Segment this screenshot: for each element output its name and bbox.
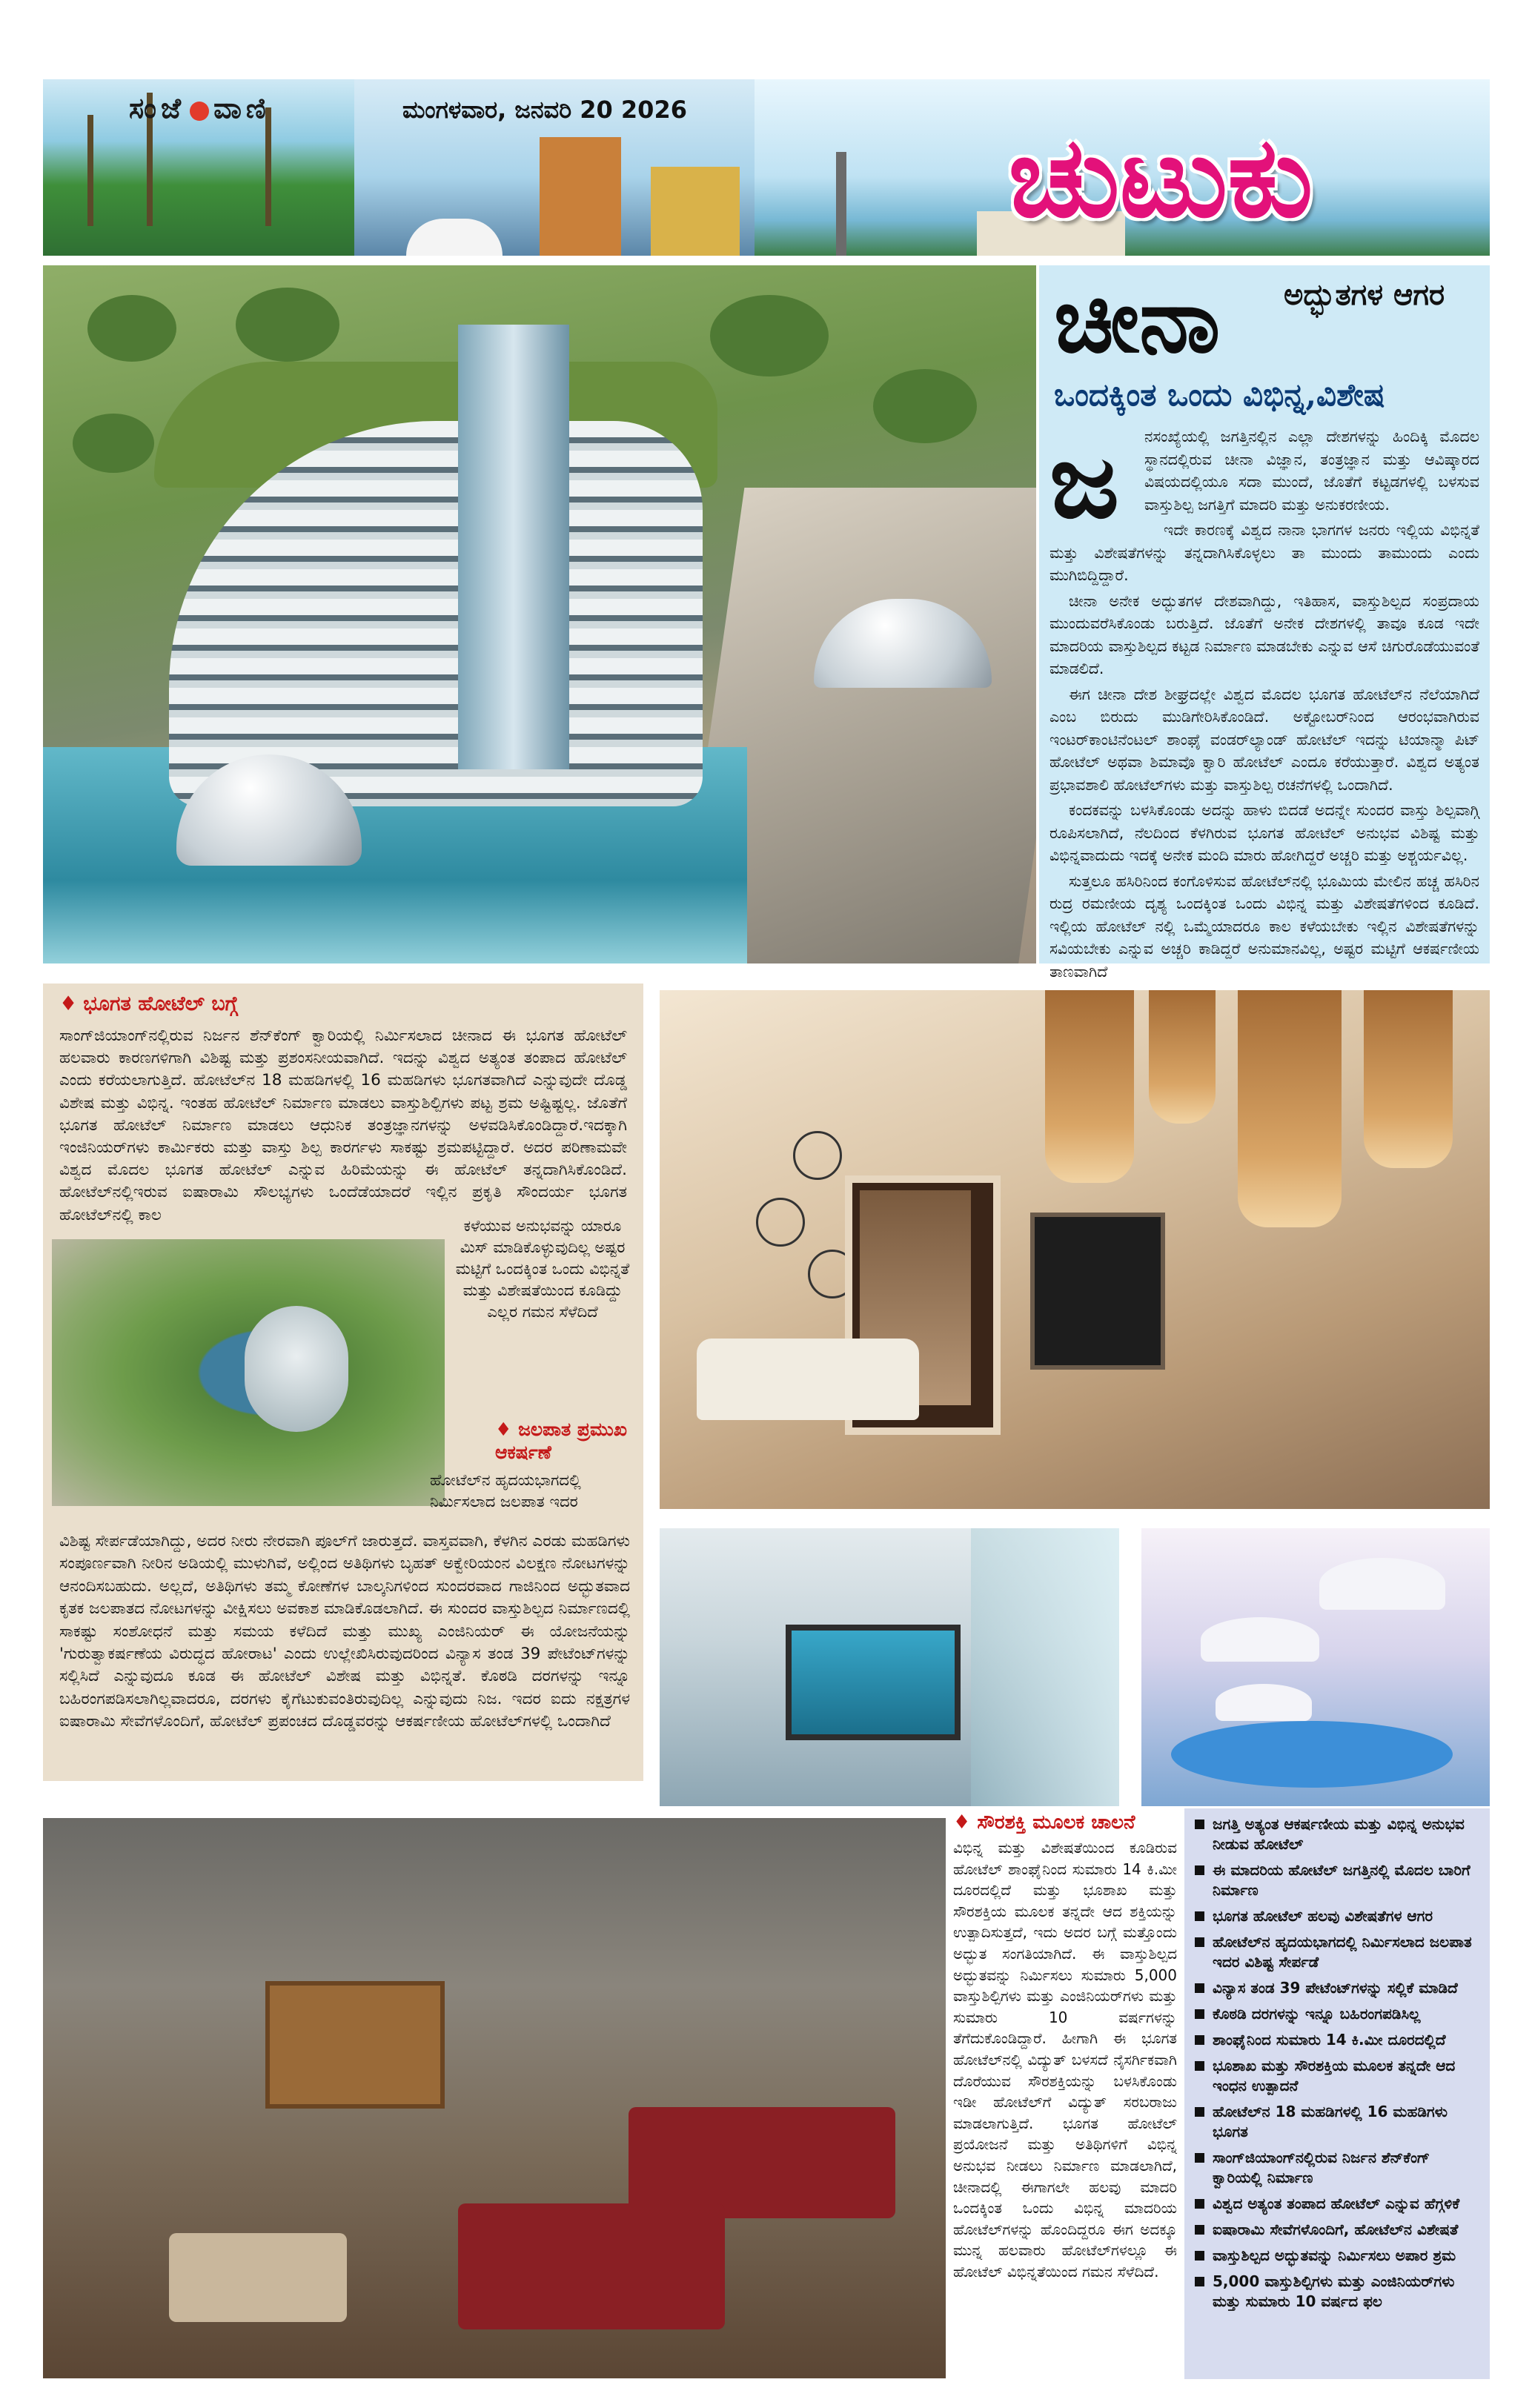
lead-paragraph: ಕಂದಕವನ್ನು ಬಳಸಿಕೊಂಡು ಅದನ್ನು ಹಾಳು ಬಿದಡೆ ಅದನ್ನೇ ಸುಂದರ ವಾಸ್ತು ಶಿಲ್ಪವಾಗ್ಗಿ ರೂಪಿಸಲಾಗಿದೆ, ನೆಲದಿಂದ ಕೆಳಗಿರುವ ಭೂಗತ ಹೋಟೆಲ್ ಅನುಭವ ವಿಶಿಷ್ಟ ಮತ್ತು ವಿಭಿನ್ನವಾದುದು ಇದಕ್ಕೆ ಅನೇಕ ಮಂದಿ ಮಾರು ಹೋಗಿದ್ದರೆ ಅಚ್ಚರಿ ಮತ್ತು ಅಶ್ಚರ್ಯವಿಲ್ಲ. [1049, 801, 1479, 864]
about-body: ಸಾಂಗ್‌ಜಿಯಾಂಗ್‌ನಲ್ಲಿರುವ ನಿರ್ಜನ ಶೆನ್‌ಕೆಂಗ್ ಕ್ವಾರಿಯಲ್ಲಿ ನಿರ್ಮಿಸಲಾದ ಚೀನಾದ ಈ ಭೂಗತ ಹೋಟೆಲ್ ಹಲವಾರು ಕಾರಣಗಳಿಗಾಗಿ ವಿಶಿಷ್ಟ ಮತ್ತು ಪ್ರಶಂಸನೀಯವಾಗಿದೆ. ಇದನ್ನು ವಿಶ್ವದ ಅತ್ಯಂತ ತಂಪಾದ ಹೋಟೆಲ್ ಎಂದು ಕರೆಯಲಾಗುತ್ತಿದೆ. ಹೋಟೆಲ್‌ನ 18 ಮಹಡಿಗಳಲ್ಲಿ 16 ಮಹಡಿಗಳು ಭೂಗತವಾಗಿದೆ ಎನ್ನುವುದೇ ದೊಡ್ಡ ವಿಶೇಷ ಮತ್ತು ವಿಭಿನ್ನ. ಇಂತಹ ಹೋಟೆಲ್ ನಿರ್ಮಾಣ ಮಾಡಲು ವಾಸ್ತುಶಿಲ್ಪಿಗಳು ಪಟ್ಟ ಶ್ರಮ ಅಷ್ಟಿಷ್ಟಲ್ಲ. ಜೊತೆಗೆ ಭೂಗತ ಹೋಟೆಲ್ ನಿರ್ಮಾಣ ಮಾಡಲು ಆಧುನಿಕ ತಂತ್ರಜ್ಞಾನಗಳನ್ನು ಅಳವಡಿಸಿಕೊಂಡಿದ್ದಾರೆ.ಇದಕ್ಕಾಗಿ ಇಂಜಿನಿಯರ್‌ಗಳು ಕಾರ್ಮಿಕರು ಮತ್ತು ವಾಸ್ತು ಶಿಲ್ಪ ಕಾರರ್ಗಳು ಸಾಕಷ್ಟು ಶ್ರಮಪಟ್ಟಿದ್ದಾರೆ. ಅದರ ಪರಿಣಾಮವೇ ವಿಶ್ವದ ಮೊದಲ ಭೂಗತ ಹೋಟೆಲ್ ಎನ್ನುವ ಹಿರಿಮೆಯನ್ನು ಈ ಹೋಟೆಲ್ ತನ್ನದಾಗಿಸಿಕೊಂಡಿದೆ. ಹೋಟೆಲ್‌ನಲ್ಲಿಇರುವ ಐಷಾರಾಮಿ ಸೌಲಭ್ಯಗಳು ಒಂದೆಡೆಯಾದರೆ ಇಲ್ಲಿನ ಪ್ರಕೃತಿ ಸೌಂದರ್ಯ ಭೂಗತ ಹೋಟೆಲ್‌ನಲ್ಲಿ ಕಾಲ [59, 1026, 627, 1224]
diamond-bullet-icon: ♦ [953, 1811, 978, 1834]
facts-list [1192, 1814, 1482, 2312]
issue-date: ಮಂಗಳವಾರ, ಜನವರಿ 20 2026 [402, 96, 687, 124]
lead-body [1049, 420, 1479, 986]
cave-suite-photo [660, 990, 1490, 1509]
lead-paragraph: ನಸಂಖ್ಯೆಯಲ್ಲಿ ಜಗತ್ತಿನಲ್ಲಿನ ಎಲ್ಲಾ ದೇಶಗಳನ್ನು ಹಿಂದಿಕ್ಕಿ ಮೊದಲ ಸ್ಥಾನದಲ್ಲಿರುವ ಚೀನಾ ವಿಜ್ಞಾನ, ತಂತ್ರಜ್ಞಾನ ಮತ್ತು ಆವಿಷ್ಕಾರದ ವಿಷಯದಲ್ಲಿಯೂ ಸದಾ ಮುಂದೆ, ಜೊತೆಗೆ ಕಟ್ಟಡಗಳಲ್ಲಿ ಬಳಸುವ ವಾಸ್ತುಶಿಲ್ಪ ಜಗತ್ತಿಗೆ ಮಾದರಿ ಮತ್ತು ಅನುಕರಣೀಯ. [1144, 428, 1479, 514]
about-float-text: ಕಳೆಯುವ ಅನುಭವನ್ನು ಯಾರೂ ಮಿಸ್ ಮಾಡಿಕೊಳ್ಳುವುದಿಲ್ಲ ಅಷ್ಟರ ಮಟ್ಟಿಗೆ ಒಂದಕ್ಕಿಂತ ಒಂದು ವಿಭಿನ್ನತೆ ಮತ್ತು ವಿಶೇಷತೆಯಿಂದ ಕೂಡಿದ್ದು ಎಲ್ಲರ ಗಮನ ಸೆಳೆದಿದೆ [455, 1217, 630, 1321]
solar-heading: ♦ ಸೌರಶಕ್ತಿ ಮೂಲಕ ಚಾಲನೆ [953, 1811, 1135, 1834]
fact-item: ಭೂಗತ ಹೋಟೆಲ್ ಹಲವು ವಿಶೇಷತೆಗಳ ಆಗರ [1192, 1906, 1482, 1926]
facts-box [1184, 1808, 1490, 2379]
lead-subheadline: ಒಂದಕ್ಕಿಂತ ಒಂದು ವಿಭಿನ್ನ,ವಿಶೇಷ [1054, 377, 1385, 413]
about-heading: ♦ ಭೂಗತ ಹೋಟೆಲ್ ಬಗ್ಗೆ [59, 992, 238, 1015]
dropcap-letter: ಜ [1049, 420, 1120, 542]
fact-item: ಕೊಠಡಿ ದರಗಳನ್ನು ಇನ್ನೂ ಬಹಿರಂಗಪಡಿಸಿಲ್ಲ [1192, 2004, 1482, 2024]
lead-paragraph: ಈಗ ಚೀನಾ ದೇಶ ಶೀಘ್ರದಲ್ಲೇ ವಿಶ್ವದ ಮೊದಲ ಭೂಗತ ಹೋಟೆಲ್‌ನ ನೆಲೆಯಾಗಿದೆ ಎಂಬ ಬಿರುದು ಮುಡಿಗೇರಿಸಿಕೊಂಡಿದೆ. ಅಕ್ಟೋಬರ್‌ನಿಂದ ಆರಂಭವಾಗಿರುವ ಇಂಟರ್‌ಕಾಂಟಿನೆಂಟಲ್ ಶಾಂಘೈ ವಂಡರ್‌ಲ್ಯಾಂಡ್ ಹೋಟೆಲ್ ಇದನ್ನು ಟಿಯಾನ್ಮಾ ಪಿಟ್ ಹೋಟೆಲ್ ಅಥವಾ ಶಿಮಾವೊ ಕ್ವಾರಿ ಹೋಟೆಲ್ ಎಂದೂ ಕರೆಯುತ್ತಾರೆ. ವಿಶ್ವದ ಅತ್ಯಂತ ಪ್ರಭಾವಶಾಲಿ ಹೋಟೆಲ್‌ಗಳು ಮತ್ತು ವಾಸ್ತುಶಿಲ್ಪ ರಚನೆಗಳಲ್ಲಿ ಒಂದಾಗಿದೆ. [1049, 685, 1479, 794]
fact-item: ವಿನ್ಯಾಸ ತಂಡ 39 ಪೇಟೆಂಟ್‌ಗಳನ್ನು ಸಲ್ಲಿಕೆ ಮಾಡಿದೆ [1192, 1978, 1482, 1998]
fact-item: ಈ ಮಾದರಿಯ ಹೋಟೆಲ್ ಜಗತ್ತಿನಲ್ಲಿ ಮೊದಲ ಬಾರಿಗೆ ನಿರ್ಮಾಣ [1192, 1860, 1482, 1900]
fact-item: ವಿಶ್ವದ ಅತ್ಯಂತ ತಂಪಾದ ಹೋಟೆಲ್ ಎನ್ನುವ ಹೆಗ್ಗಳಿಕೆ [1192, 2194, 1482, 2214]
lead-article [1039, 265, 1490, 981]
fact-item: ಭೂಶಾಖ ಮತ್ತು ಸೌರಶಕ್ತಿಯ ಮೂಲಕ ತನ್ನದೇ ಆದ ಇಂಧನ ಉತ್ಪಾದನೆ [1192, 2056, 1482, 2096]
fact-item: ಹೋಟೆಲ್‌ನ 18 ಮಹಡಿಗಳಲ್ಲಿ 16 ಮಹಡಿಗಳು ಭೂಗತ [1192, 2102, 1482, 2142]
dropcap-box [1049, 420, 1144, 542]
diamond-bullet-icon: ♦ [59, 992, 78, 1015]
fact-item: ಐಷಾರಾಮಿ ಸೇವೆಗಳೊಂದಿಗೆ, ಹೋಟೆಲ್‌ನ ವಿಶೇಷತೆ [1192, 2220, 1482, 2240]
lead-headline: ಚೀನಾ [1054, 268, 1221, 373]
masthead-banner [43, 79, 1490, 256]
lead-headline-tagline: ಅದ್ಭುತಗಳ ಆಗರ [1284, 277, 1445, 312]
lead-paragraph: ಇದೇ ಕಾರಣಕ್ಕೆ ವಿಶ್ವದ ನಾನಾ ಭಾಗಗಳ ಜನರು ಇಲ್ಲಿಯ ವಿಭಿನ್ನತೆ ಮತ್ತು ವಿಶೇಷತೆಗಳನ್ನು ತನ್ನದಾಗಿಸಿಕೊಳ್ಳಲು ತಾ ಮುಂದು ತಾಮುಂದು ಎಂದು ಮುಗಿಬಿದ್ದಿದ್ದಾರೆ. [1049, 521, 1479, 584]
solar-body: ವಿಭಿನ್ನ ಮತ್ತು ವಿಶೇಷತೆಯಿಂದ ಕೂಡಿರುವ ಹೋಟೆಲ್ ಶಾಂಘೈನಿಂದ ಸುಮಾರು 14 ಕಿ.ಮೀ ದೂರದಲ್ಲಿದೆ ಮತ್ತು ಭೂಶಾಖ ಮತ್ತು ಸೌರಶಕ್ತಿಯ ಮೂಲಕ ತನ್ನದೇ ಆದ ಶಕ್ತಿಯನ್ನು ಉತ್ಪಾದಿಸುತ್ತದೆ, ಇದು ಅದರ ಬಗ್ಗೆ ಮತ್ತೊಂದು ಅದ್ಭುತ ಸಂಗತಿಯಾಗಿದೆ. ಈ ವಾಸ್ತುಶಿಲ್ಪದ ಅದ್ಭುತವನ್ನು ನಿರ್ಮಿಸಲು ಸುಮಾರು 5,000 ವಾಸ್ತುಶಿಲ್ಪಿಗಳು ಮತ್ತು ಎಂಜಿನಿಯರ್‌ಗಳು ಮತ್ತು ಸುಮಾರು 10 ವರ್ಷಗಳನ್ನು ತೆಗೆದುಕೊಂಡಿದ್ದಾರೆ. ಹೀಗಾಗಿ ಈ ಭೂಗತ ಹೋಟೆಲ್‌ನಲ್ಲಿ ವಿದ್ಯುತ್ ಬಳಸದೆ ನೈಸರ್ಗಿಕವಾಗಿ ದೊರೆಯುವ ಸೌರಶಕ್ತಿಯನ್ನು ಬಳಸಿಕೊಂಡು ಇಡೀ ಹೋಟೆಲ್‌ಗೆ ವಿದ್ಯುತ್ ಸರಬರಾಜು ಮಾಡಲಾಗುತ್ತಿದೆ. ಭೂಗತ ಹೋಟೆಲ್ ಪ್ರಯೋಜನೆ ಮತ್ತು ಅತಿಥಿಗಳಿಗೆ ವಿಭಿನ್ನ ಅನುಭವ ನೀಡಲು ನಿರ್ಮಾಣ ಮಾಡಲಾಗಿದೆ, ಚೀನಾದಲ್ಲಿ ಈಗಾಗಲೇ ಹಲವು ಮಾದರಿ ಒಂದಕ್ಕಿಂತ ಒಂದು ವಿಭಿನ್ನ ಮಾದರಿಯ ಹೋಟೆಲ್‌ಗಳನ್ನು ಹೊಂದಿದ್ದರೂ ಈಗ ಅದಕ್ಕೂ ಮುನ್ನ ಹಲವಾರು ಹೋಟೆಲ್‌ಗಳಲ್ಲೂ ಈ ಹೋಟೆಲ್ ವಿಭಿನ್ನತೆಯಿಂದ ಗಮನ ಸೆಳೆದಿದೆ. [953, 1839, 1177, 2281]
spa-pool-photo [1141, 1528, 1490, 1806]
cave-bunker-photo [43, 1818, 946, 2378]
lead-paragraph: ಚೀನಾ ಅನೇಕ ಅದ್ಭುತಗಳ ದೇಶವಾಗಿದ್ದು, ಇತಿಹಾಸ, ವಾಸ್ತುಶಿಲ್ಪದ ಸಂಪ್ರದಾಯ ಮುಂದುವರೆಸಿಕೊಂಡು ಬರುತ್ತಿದೆ. ಜೊತೆಗೆ ಅನೇಕ ದೇಶಗಳಲ್ಲಿ ತಾವೂ ಕೂಡ ಇದೇ ಮಾದರಿಯ ವಾಸ್ತುಶಿಲ್ಪದ ಕಟ್ಟಡ ನಿರ್ಮಾಣ ಮಾಡಬೇಕು ಎನ್ನುವ ಆಸೆ ಚಿಗುರೊಡೆಯುವಂತೆ ಮಾಡಲಿದೆ. [1049, 591, 1479, 677]
fact-item: ವಾಸ್ತುಶಿಲ್ಪದ ಅದ್ಭುತವನ್ನು ನಿರ್ಮಿಸಲು ಅಪಾರ ಶ್ರಮ [1192, 2246, 1482, 2266]
fact-item: ಹೋಟೆಲ್‌ನ ಹೃದಯಭಾಗದಲ್ಲಿ ನಿರ್ಮಿಸಲಾದ ಜಲಪಾತ ಇದರ ವಿಶಿಷ್ಟ ಸೇರ್ಪಡೆ [1192, 1932, 1482, 1972]
fact-item: ಶಾಂಘೈನಿಂದ ಸುಮಾರು 14 ಕಿ.ಮೀ ದೂರದಲ್ಲಿದೆ [1192, 2030, 1482, 2050]
fact-item: 5,000 ವಾಸ್ತುಶಿಲ್ಪಿಗಳು ಮತ್ತು ಎಂಜಿನಿಯರ್‌ಗಳು ಮತ್ತು ಸುಮಾರು 10 ವರ್ಷದ ಫಲ [1192, 2272, 1482, 2312]
lead-paragraph: ಸುತ್ತಲೂ ಹಸಿರಿನಿಂದ ಕಂಗೊಳಿಸುವ ಹೋಟೆಲ್‌ನಲ್ಲಿ ಭೂಮಿಯ ಮೇಲಿನ ಹಚ್ಚ ಹಸಿರಿನ ರುದ್ರ ರಮಣೀಯ ದೃಶ್ಯ ಒಂದಕ್ಕಿಂತ ಒಂದು ವಿಭಿನ್ನ ಮತ್ತು ವಿಶೇಷತೆಗಳಿಂದ ಕೂಡಿದೆ. ಇಲ್ಲಿಯ ಹೋಟೆಲ್ ನಲ್ಲಿ ಒಮ್ಮೆಯಾದರೂ ಕಾಲ ಕಳೆಯಬೇಕು ಇಲ್ಲಿನ ವಿಶೇಷತೆಗಳನ್ನು ಸವಿಯಬೇಕು ಎನ್ನುವ ಅಚ್ಚರಿ ಕಾಡಿದ್ದರೆ ಅನುಮಾನವಿಲ್ಲ, ಅಷ್ಟರ ಮಟ್ಟಿಗೆ ಆಕರ್ಷಣೀಯ ತಾಣವಾಗಿದೆ [1049, 872, 1479, 981]
solar-power-section [946, 1808, 1184, 2379]
waterfall-intro: ಹೋಟೆಲ್‌ನ ಹೃದಯಭಾಗದಲ್ಲಿ ನಿರ್ಮಿಸಲಾದ ಜಲಪಾತ ಇದರ [430, 1471, 581, 1510]
logo-dot-icon [190, 102, 209, 121]
section-title: ಚುಟುಕು [1008, 112, 1313, 242]
aerial-quarry-photo [52, 1239, 445, 1506]
diamond-bullet-icon: ♦ [495, 1419, 519, 1440]
underwater-room-photo [660, 1528, 1119, 1806]
waterfall-body: ವಿಶಿಷ್ಟ ಸೇರ್ಪಡೆಯಾಗಿದ್ದು, ಅದರ ನೀರು ನೇರವಾಗಿ ಪೂಲ್‌ಗೆ ಜಾರುತ್ತದೆ. ವಾಸ್ತವವಾಗಿ, ಕೆಳಗಿನ ಎರಡು ಮಹಡಿಗಳು ಸಂಪೂರ್ಣವಾಗಿ ನೀರಿನ ಅಡಿಯಲ್ಲಿ ಮುಳುಗಿವೆ, ಅಲ್ಲಿಂದ ಅತಿಥಿಗಳು ಬೃಹತ್ ಅಕ್ವೇರಿಯಂನ ವಿಲಕ್ಷಣ ನೋಟಗಳನ್ನು ಆನಂದಿಸಬಹುದು. ಅಲ್ಲದೆ, ಅತಿಥಿಗಳು ತಮ್ಮ ಕೋಣೆಗಳ ಬಾಲ್ಕನಿಗಳಿಂದ ಸುಂದರವಾದ ಗಾಜಿನಿಂದ ಅದ್ಭುತವಾದ ಕೃತಕ ಜಲಪಾತದ ನೋಟಗಳನ್ನು ವೀಕ್ಷಿಸಲು ಅವಕಾಶ ಮಾಡಿಕೊಡಲಾಗಿದೆ. ಈ ಸುಂದರ ವಾಸ್ತುಶಿಲ್ಪದ ನಿರ್ಮಾಣದಲ್ಲಿ ಸಾಕಷ್ಟು ಸಂಶೋಧನೆ ಮತ್ತು ಸಮಯ ಕಳೆದಿದೆ ಮತ್ತು ಮುಖ್ಯ ಎಂಜಿನಿಯರ್ ಈ ಯೋಜನೆಯನ್ನು 'ಗುರುತ್ವಾಕರ್ಷಣೆಯ ವಿರುದ್ಧದ ಹೋರಾಟ' ಎಂದು ಉಲ್ಲೇಖಿಸಿರುವುದರಿಂದ ವಿನ್ಯಾಸ ತಂಡ 39 ಪೇಟೆಂಟ್‌ಗಳನ್ನು ಸಲ್ಲಿಸಿದೆ ಎನ್ನುವುದೂ ಕೂಡ ಈ ಹೋಟೆಲ್ ವಿಶೇಷ ಮತ್ತು ವಿಭಿನ್ನತೆ. ಕೊಠಡಿ ದರಗಳನ್ನು ಇನ್ನೂ ಬಹಿರಂಗಪಡಿಸಲಾಗಿಲ್ಲವಾದರೂ, ದರಗಳು ಕೈಗೆಟುಕುವಂತಿರುವುದಿಲ್ಲ ಎನ್ನುವುದು ನಿಜ. ಇದರ ಐದು ನಕ್ಷತ್ರಗಳ ಐಷಾರಾಮಿ ಸೇವೆಗಳೊಂದಿಗೆ, ಹೋಟೆಲ್ ಪ್ರಪಂಚದ ದೊಡ್ಡವರನ್ನು ಆಕರ್ಷಣೀಯ ಹೋಟೆಲ್‌ಗಳಲ್ಲಿ ಒಂದಾಗಿದೆ [59, 1532, 631, 1731]
newspaper-logo: ಸಂಜೆ ವಾಣಿ [129, 91, 271, 125]
fact-item: ಸಾಂಗ್‌ಜಿಯಾಂಗ್‌ನಲ್ಲಿರುವ ನಿರ್ಜನ ಶೆನ್‌ಕೆಂಗ್ ಕ್ವಾರಿಯಲ್ಲಿ ನಿರ್ಮಾಣ [1192, 2148, 1482, 2188]
fact-item: ಜಗತ್ತಿ ಅತ್ಯಂತ ಆಕರ್ಷಣೀಯ ಮತ್ತು ವಿಭಿನ್ನ ಅನುಭವ ನೀಡುವ ಹೋಟೆಲ್ [1192, 1814, 1482, 1854]
waterfall-heading: ♦ ಜಲಪಾತ ಪ್ರಮುಖ ಆಕರ್ಷಣೆ [495, 1419, 627, 1463]
quarry-hotel-photo [43, 265, 1036, 963]
